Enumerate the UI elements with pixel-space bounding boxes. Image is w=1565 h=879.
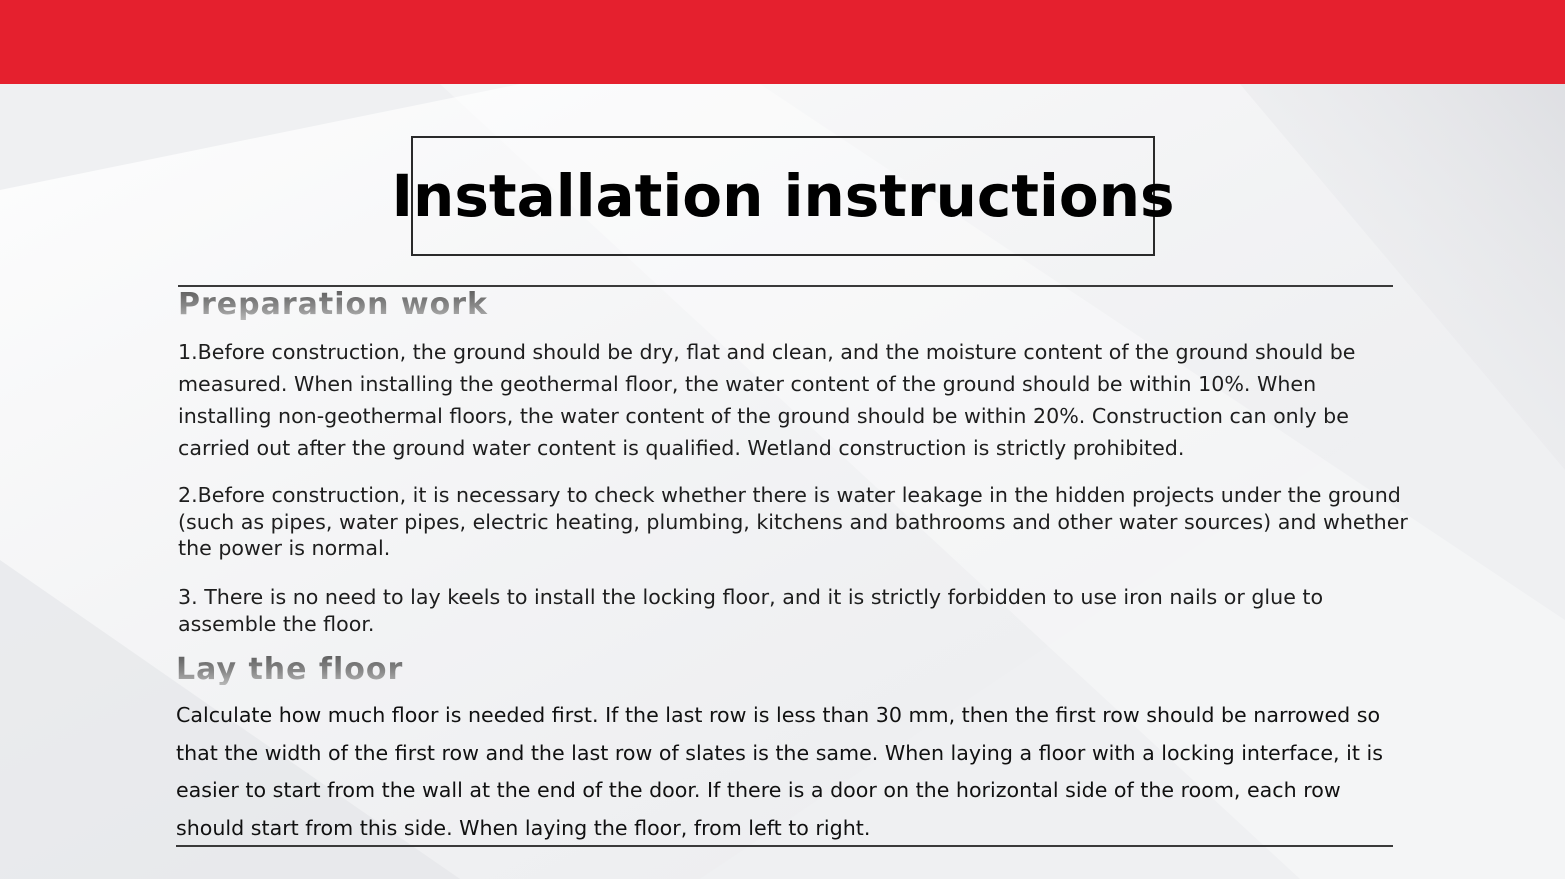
section-heading-preparation: Preparation work bbox=[178, 287, 488, 322]
title-box bbox=[391, 136, 1175, 256]
paragraph-preparation-2: 2.Before construction, it is necessary to check whether there is water leakage in the hidden projects under the ground (such as pipes, water pipes, electric heating, plumbing, kitchens and bathrooms and other water sources) and whether the power is normal. bbox=[178, 483, 1408, 560]
bottom-divider bbox=[176, 845, 1393, 847]
top-banner bbox=[0, 0, 1565, 84]
paragraph-preparation-1: 1.Before construction, the ground should be dry, flat and clean, and the moisture content of the ground should be measured. When installing the geothermal floor, the water content of the ground should be within 10%. When installing non-geothermal floors, the water content of the ground should be within 20%. Construction can only be carried out after the ground water content is qualified. Wetland construction is strictly prohibited. bbox=[178, 340, 1356, 460]
section-heading-lay-floor: Lay the floor bbox=[176, 652, 404, 687]
paragraph-lay-floor: Calculate how much floor is needed first. If the last row is less than 30 mm, then the first row should be narrowed so that the width of the first row and the last row of slates is the same. When laying a floor with a locking interface, it is easier to start from the wall at the end of the door. If there is a door on the horizontal side of the room, each row should start from this side. When laying the floor, from left to right. bbox=[176, 703, 1383, 840]
page-title: Installation instructions bbox=[391, 162, 1175, 230]
paragraph-preparation-3: 3. There is no need to lay keels to install the locking floor, and it is strictly forbidden to use iron nails or glue to assemble the floor. bbox=[178, 585, 1324, 636]
